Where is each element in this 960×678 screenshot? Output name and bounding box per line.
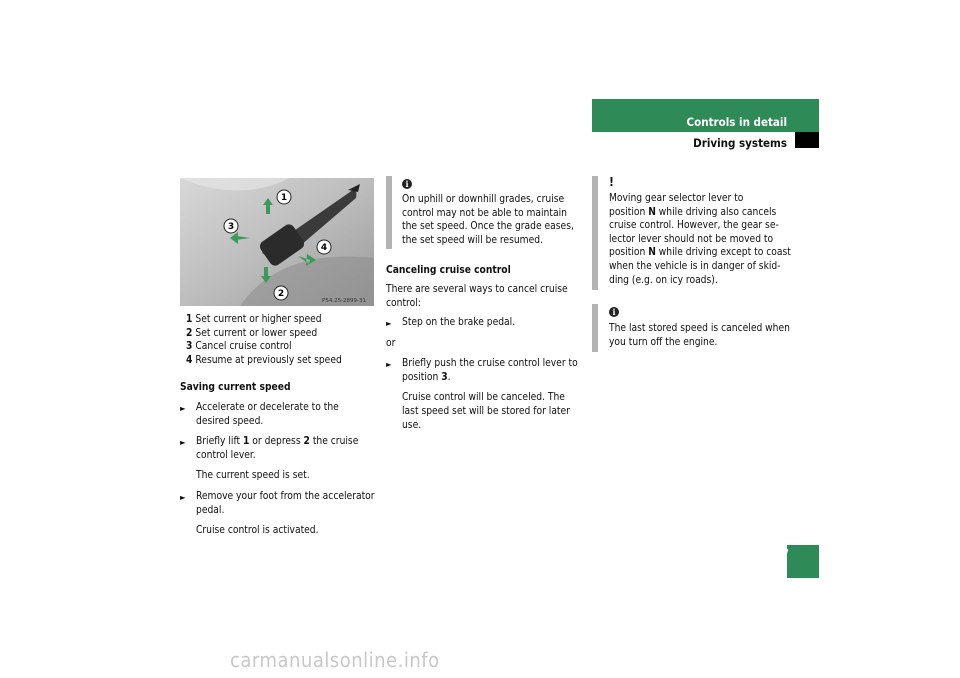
callout-4: 4 bbox=[320, 243, 328, 253]
step-item: ► Briefly push the cruise control lever to position 3. bbox=[386, 358, 578, 383]
note-bar bbox=[386, 176, 392, 249]
header-marker bbox=[795, 132, 819, 148]
canceling-intro: There are several ways to cancel cruise control: bbox=[386, 284, 568, 309]
step-item: ► Accelerate or decelerate to the desired speed. bbox=[180, 402, 339, 427]
callout-3: 3 bbox=[227, 222, 235, 232]
note-text: The last stored speed is canceled when you turn off the engine. bbox=[609, 323, 790, 348]
figure-legend bbox=[186, 313, 342, 367]
legend-item: 3 Cancel cruise control bbox=[186, 341, 292, 353]
bullet-arrow-icon: ► bbox=[180, 404, 186, 413]
section-title: Controls in detail bbox=[686, 115, 787, 129]
bullet-arrow-icon: ► bbox=[386, 319, 392, 328]
page-number: 137 bbox=[766, 547, 789, 561]
callout-1: 1 bbox=[280, 193, 288, 203]
step-result: Cruise control is activated. bbox=[196, 525, 319, 537]
warning-icon: ! bbox=[609, 175, 614, 189]
watermark: carmanualsonline.info bbox=[230, 648, 440, 672]
legend-item: 1 Set current or higher speed bbox=[186, 314, 322, 325]
note-text: On uphill or downhill grades, cruise control may not be able to maintain the set speed. Once the grade eases, the set speed will be resumed. bbox=[402, 194, 574, 246]
bullet-arrow-icon: ► bbox=[180, 492, 186, 502]
bullet-arrow-icon: ► bbox=[180, 438, 186, 448]
warning-bar bbox=[592, 176, 598, 290]
legend-item: 4 Resume at previously set speed bbox=[186, 354, 342, 366]
saving-steps bbox=[180, 401, 375, 538]
page-number-box bbox=[787, 545, 819, 578]
bullet-arrow-icon: ► bbox=[386, 360, 392, 370]
step-item: ► Remove your foot from the accelerator pedal. bbox=[180, 490, 375, 516]
legend-item: 2 Set current or lower speed bbox=[186, 327, 318, 339]
saving-heading: Saving current speed bbox=[180, 382, 291, 393]
step-item: ► Step on the brake pedal. bbox=[386, 316, 582, 330]
info-icon: i bbox=[402, 179, 412, 189]
section-header-bar bbox=[592, 99, 819, 132]
step-item: ► Briefly lift 1 or depress 2 the cruise control lever. bbox=[180, 436, 359, 461]
cruise-control-lever-photo bbox=[180, 178, 374, 306]
step-result: Cruise control will be canceled. The last speed set will be stored for later use. bbox=[402, 392, 570, 431]
callout-2: 2 bbox=[277, 289, 285, 299]
note-bar bbox=[592, 304, 598, 352]
or-text: or bbox=[386, 337, 396, 349]
subsection-title: Driving systems bbox=[693, 136, 787, 150]
step-result: The current speed is set. bbox=[196, 470, 310, 482]
warning-text: Moving gear selector lever to position N while driving also cancels cruise control. However, the gear se- lector lever should not be moved to position N while driving except to coast when the vehicle is in danger of skid- ding (e.g. on icy roads). bbox=[609, 193, 791, 286]
canceling-steps bbox=[386, 316, 582, 432]
info-icon: i bbox=[609, 307, 619, 317]
figure-code: P54.25-2899-31 bbox=[322, 298, 367, 304]
canceling-heading: Canceling cruise control bbox=[386, 265, 511, 276]
